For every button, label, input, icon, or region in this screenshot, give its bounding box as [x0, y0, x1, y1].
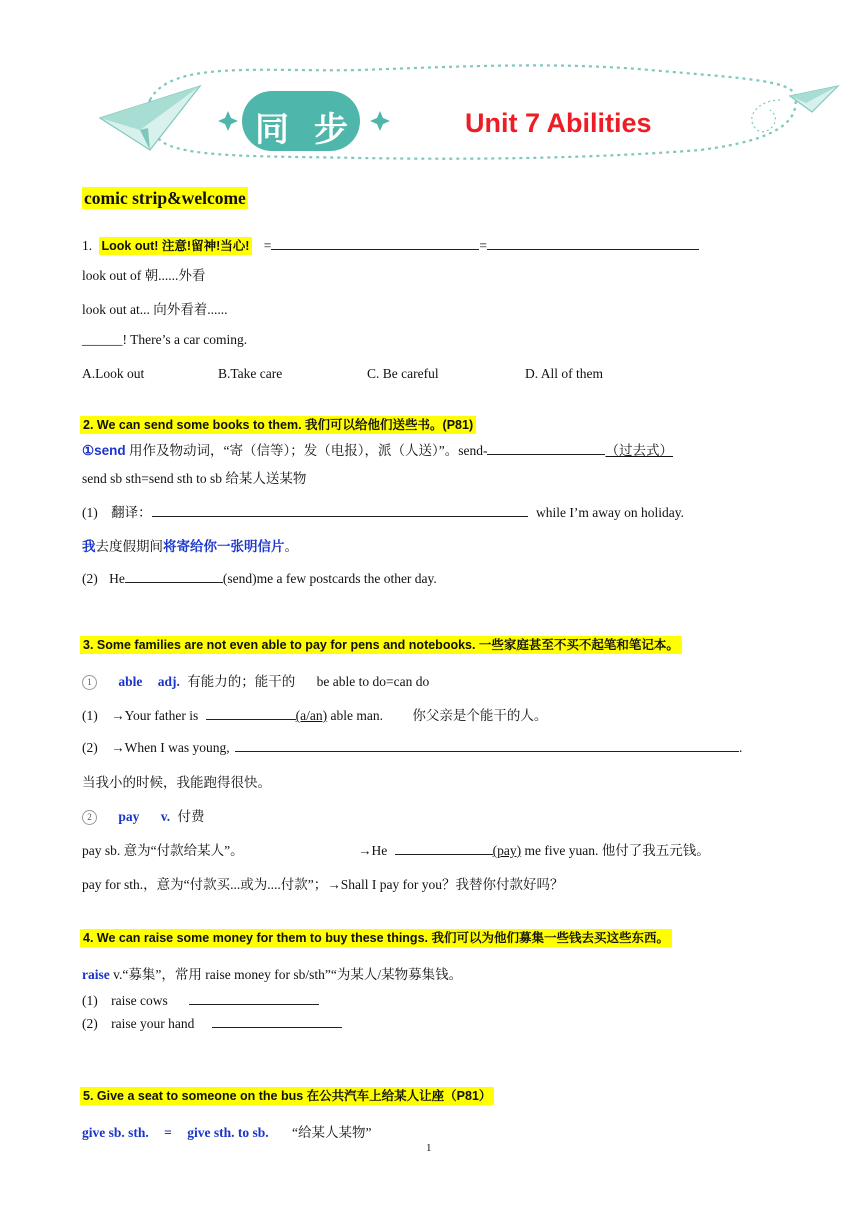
- item3-pay-sb: pay sb. 意为“付款给某人”。: [82, 843, 244, 858]
- item3-q1: (1) →Your father is (a/an) able man. 你父亲是个能干的人。: [82, 708, 548, 723]
- section-heading: comic strip&welcome: [84, 188, 246, 208]
- item1-line: [82, 236, 699, 254]
- item2-q2: (2) He (send)me a few postcards the other day.: [82, 571, 437, 586]
- item3-q2-blank[interactable]: [235, 738, 739, 752]
- item2-cn-sentence: 我去度假期间将寄给你一张明信片。: [82, 539, 298, 554]
- item4-raise-line: raise v.“募集”，常用 raise money for sb/sth”“为某人/某物募集钱。: [82, 967, 463, 982]
- page-number: 1: [426, 1142, 432, 1154]
- item3-able-line: 1 able adj. 有能力的；能干的 be able to do=can do: [82, 670, 429, 690]
- item3-pay-blank[interactable]: [395, 841, 493, 855]
- paper-plane-right-icon: [790, 86, 838, 112]
- item1-exercise: ______! There’s a car coming.: [82, 332, 248, 347]
- badge-char-2: 步: [314, 111, 348, 149]
- item3-heading: 3. Some families are not even able to pay for pens and notebooks. 一些家庭甚至不买不起笔和笔记本。: [80, 635, 682, 653]
- header-banner: [0, 0, 860, 175]
- item2-heading: 2. We can send some books to them. 我们可以给他们送些书。(P81): [80, 415, 476, 433]
- item1-line2: look out of 朝......外看: [82, 268, 206, 283]
- item2-past-note: （过去式）: [605, 443, 673, 458]
- item5-heading: 5. Give a seat to someone on the bus 在公共汽车上给某人让座（P81）: [80, 1086, 494, 1104]
- item2-send-desc: 用作及物动词，“寄（信等）；发（电报），派（人送）”。send-: [125, 443, 488, 458]
- item3-pay-example: →He (pay) me five yuan. 他付了我五元钱。: [358, 843, 710, 858]
- item2-q2-blank[interactable]: [125, 569, 223, 583]
- item4-q1-blank[interactable]: [189, 991, 319, 1005]
- sparkle-right-icon: [370, 111, 390, 131]
- item3-q1-blank[interactable]: [206, 706, 296, 720]
- item1-line3: look out at... 向外看着......: [82, 302, 228, 317]
- sparkle-left-icon: [218, 111, 238, 131]
- item1-option-c[interactable]: C. Be careful: [367, 366, 439, 381]
- item4-heading: 4. We can raise some money for them to buy these things. 我们可以为他们募集一些钱去买这些东西。: [80, 928, 672, 946]
- item4-q2: (2) raise your hand: [82, 1014, 342, 1032]
- item1-eq2: =: [479, 238, 488, 253]
- item1-eq1: =: [263, 238, 272, 253]
- item2-past-blank[interactable]: [487, 441, 605, 455]
- item2-marker: ①: [82, 443, 95, 458]
- page-title: Unit 7 Abilities: [465, 108, 652, 138]
- item4-q2-blank[interactable]: [212, 1014, 342, 1028]
- item2-q1: (1) 翻译： while I’m away on holiday.: [82, 505, 684, 520]
- item2-pattern: send sb sth=send sth to sb 给某人送某物: [82, 471, 307, 486]
- item1-option-b[interactable]: B.Take care: [218, 366, 283, 381]
- item1-blank1[interactable]: [271, 236, 479, 250]
- item3-pay-for: pay for sth.，意为“付款买...或为....付款”；→Shall I pay for you？我替你付款好吗？: [82, 877, 564, 892]
- item4-q1: (1) raise cows: [82, 991, 319, 1009]
- item1-option-d[interactable]: D. All of them: [525, 366, 603, 381]
- badge-char-1: 同: [255, 111, 289, 149]
- item1-label: Look out! 注意!留神!当心!: [99, 237, 253, 255]
- item3-q2: (2) →When I was young, .: [82, 740, 743, 755]
- banner-decoration: [0, 0, 860, 175]
- item3-pay-line: 2 pay v. 付费: [82, 805, 205, 825]
- item5-pattern: give sb. sth. = give sth. to sb. “给某人某物”: [82, 1125, 372, 1140]
- item2-send-word: send: [94, 443, 126, 458]
- paper-plane-left-icon: [100, 86, 200, 150]
- item2-send-line: [82, 439, 675, 459]
- item1-option-a[interactable]: A.Look out: [82, 366, 145, 381]
- item3-q2-cn: 当我小的时候，我能跑得很快。: [82, 775, 271, 790]
- item2-q1-blank[interactable]: [152, 503, 528, 517]
- item1-blank2[interactable]: [487, 236, 699, 250]
- item1-number: 1.: [82, 238, 93, 253]
